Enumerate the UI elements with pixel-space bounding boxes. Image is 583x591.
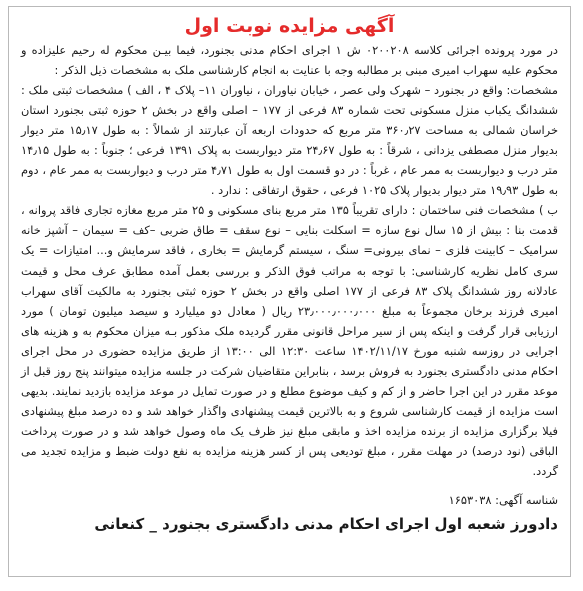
intro-paragraph: در مورد پرونده اجرائی کلاسه ۰۲۰۰۲۰۸ ش ۱ اجرای احکام مدنی بجنورد، فیما بیـن محکوم له رحیم علیزاده و محکوم علیه سهراب امیری مبنی بر مطالبه وجه با عنایت به انجام کارشناسی ملک به مشخصات ذیل الذکر : (21, 43, 558, 78)
notice-body (21, 40, 558, 481)
property-details-paragraph: مشخصات: واقع در بجنورد – شهرک ولی عصر ، خیابان نیاوران ، نیاوران ۱۱– پلاک ۴ ، الف ) مشخصات ثبتی ملک : ششدانگ یکباب منزل مسکونی تحت شماره ۸۳ فرعی از ۱۷۷ – اصلی واقع در بخش ۲ حوزه ثبتی بجنورد استان خراسان شمالی به مساحت ۳۶۰٫۲۷ متر مربع که حدودات اربعه آن عبارتند از شمالاً : به طول ۱۵٫۱۷ متر دیوار بدیوار منزل مصطفی یزدانی ، شرقاً : به طول ۲۴٫۶۷ متر دیواربست به پلاک ۱۳۹۱ فرعی ؛ جنوباً : به طول ۱۴٫۱۵ متر درب و دیواربست به ممر عام ، غرباً : در دو قسمت اول به طول ۴٫۷۱ متر درب و دیواربست به ممر عام ، دوم به طول ۱۹٫۹۳ متر دیوار بدیوار پلاک ۱۰۲۵ فرعی ، حقوق ارتفاقی : ندارد . (21, 83, 559, 198)
technical-details-paragraph: ب ) مشخصات فنی ساختمان : دارای تقریباً ۱۳۵ متر مربع بنای مسکونی و ۲۵ متر مربع مغازه تجاری فاقد پروانه ، قدمت بنا : بیش از ۱۵ سال نوع سازه = اسکلت بنایی – نوع سقف = طاق ضربی –کف = سیمان – آشپز خانه سرامیک – کابینت فلزی – نمای بیرونی= سنگ ، سیستم گرمایش = بخاری ، فاقد سرمایش و... امتیازات = یک سری کامل نظریه کارشناسی: با توجه به مراتب فوق الذکر و بررسی بعمل آمده مطابق عرف محل و قیمت عادلانه روز ششدانگ پلاک ۸۳ فرعی از ۱۷۷ اصلی واقع در بخش ۲ حوزه ثبتی بجنورد به مالکیت آقای سهراب امیری فرزند برخان مجموعاً به مبلغ ۲۳٫۰۰۰٫۰۰۰٫۰۰۰ ریال ( معادل دو میلیارد و سیصد میلیون تومان ) مورد ارزیابی قرار گرفت و اینکه پس از سیر مراحل قانونی مقرر گردیده ملک مذکور بـه میزان محکوم به و هزینه های اجرایی در روزسه شنبه مورخ ۱۴۰۲/۱۱/۱۷ ساعت ۱۲:۳۰ الی ۱۳:۰۰ از طریق مزایده حضوری در محل اجرای احکام مدنی دادگستری بجنورد به فروش برسد ، بنابراین متقاضیان شرکت در جلسه مزایده میتوانند پنج روز قبل از موعد مقرر در این اجرا حاضر و از کم و کیف موضوع مطلع و در صورت تمایل در موعد مزایده بازدید نمایند. بدیهی است مزایده از قیمت کارشناسی شروع و به بالاترین قیمت پیشنهادی واگذار خواهد شد و ده درصد مبلغ پیشنهادی فیلا برگزاری مزایده از برنده مزایده اخذ و مابقی مبلغ نیز ظرف یک ماه وصول خواهد شد و در صورت پرداخت الباقی (نود درصد) در مهلت مقرر ، مبلغ تودیعی پس از کسر هزینه مزایده به نفع دولت ضبط و مزایده تجدید می گردد. (21, 203, 558, 478)
notice-title: آگهی مزایده نوبت اول (184, 15, 395, 37)
signature: دادورز شعبه اول اجرای احکام مدنی دادگستری بجنورد _ کنعانی (94, 515, 558, 533)
auction-notice (8, 6, 571, 577)
notice-number: شناسه آگهی: ۱۶۵۳۰۳۸ (448, 493, 558, 507)
